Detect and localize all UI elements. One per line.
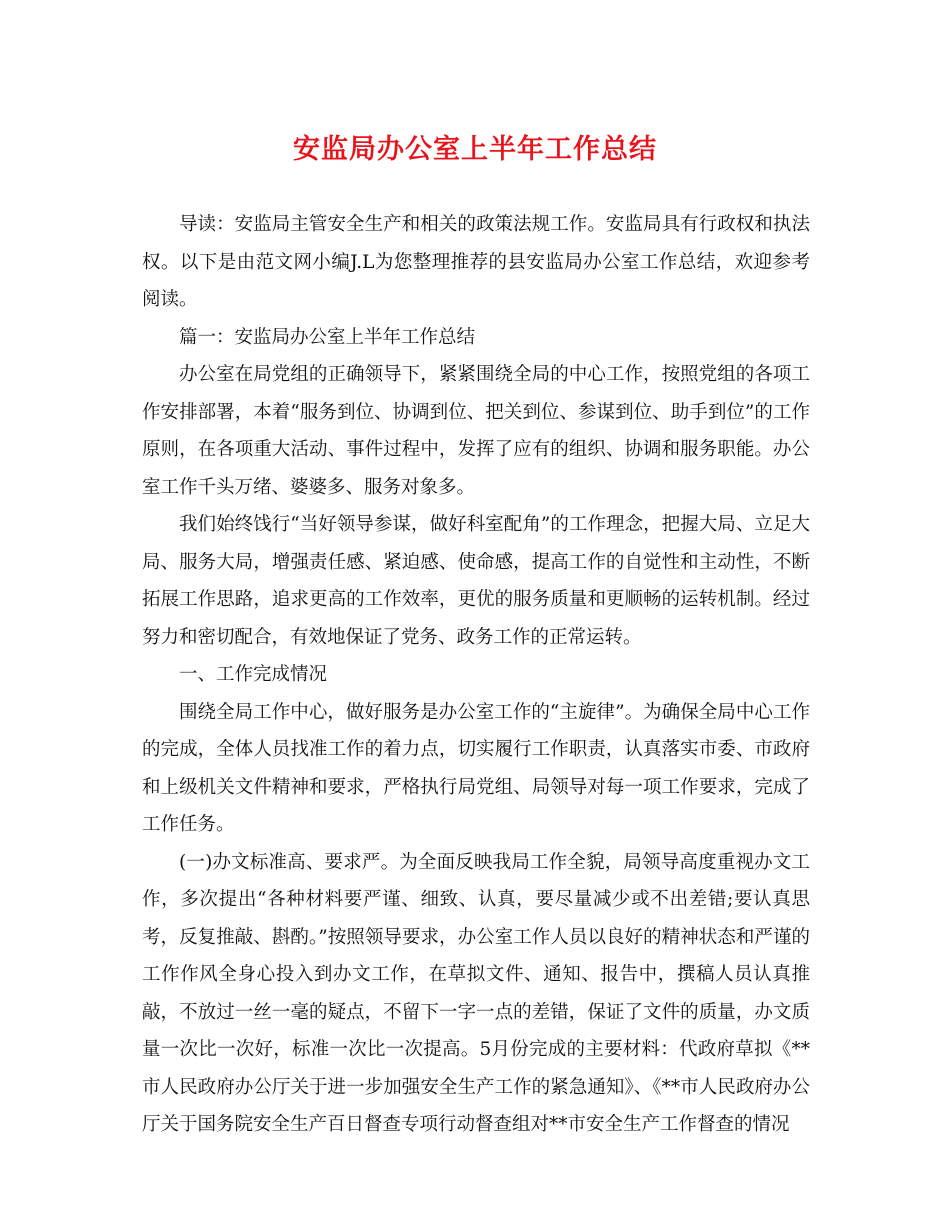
paragraph: 围绕全局工作中心，做好服务是办公室工作的“主旋律”。为确保全局中心工作的完成，全体人员找准工作的着力点，切实履行工作职责，认真落实市委、市政府和上级机关文件精神和要求，严格执行局党组、局领导对每一项工作要求，完成了工作任务。 [142, 701, 810, 835]
document-body [142, 206, 810, 1144]
paragraph: (一)办文标准高、要求严。为全面反映我局工作全貌，局领导高度重视办文工作，多次提出“各种材料要严谨、细致、认真，要尽量减少或不出差错;要认真思考，反复推敲、斟酌。”按照领导要求，办公室工作人员以良好的精神状态和严谨的工作作风全身心投入到办文工作，在草拟文件、通知、报告中，撰稿人员认真推敲，不放过一丝一毫的疑点，不留下一字一点的差错，保证了文件的质量，办文质量一次比一次好，标准一次比一次提高。5月份完成的主要材料：代政府草拟《**市人民政府办公厅关于进一步加强安全生产工作的紧急通知》、《**市人民政府办公厅关于国务院安全生产百日督查专项行动督查组对**市安全生产工作督查的情况 [142, 851, 810, 1135]
paragraph-section-heading: 篇一：安监局办公室上半年工作总结 [179, 326, 476, 348]
paragraph: 办公室在局党组的正确领导下，紧紧围绕全局的中心工作，按照党组的各项工作安排部署，本着“服务到位、协调到位、把关到位、参谋到位、助手到位”的工作原则，在各项重大活动、事件过程中，发挥了应有的组织、协调和服务职能。办公室工作千头万绪、婆婆多、服务对象多。 [142, 364, 810, 498]
paragraph: 我们始终饯行“当好领导参谋，做好科室配角”的工作理念，把握大局、立足大局、服务大局，增强责任感、紧迫感、使命感，提高工作的自觉性和主动性，不断拓展工作思路，追求更高的工作效率，更优的服务质量和更顺畅的运转机制。经过努力和密切配合，有效地保证了党务、政务工作的正常运转。 [142, 514, 810, 648]
paragraph-subheading: 一、工作完成情况 [179, 664, 328, 685]
paragraph-intro: 导读：安监局主管安全生产和相关的政策法规工作。安监局具有行政权和执法权。以下是由范文网小编J.L为您整理推荐的县安监局办公室工作总结，欢迎参考阅读。 [142, 214, 810, 310]
document-title: 安监局办公室上半年工作总结 [293, 134, 657, 165]
